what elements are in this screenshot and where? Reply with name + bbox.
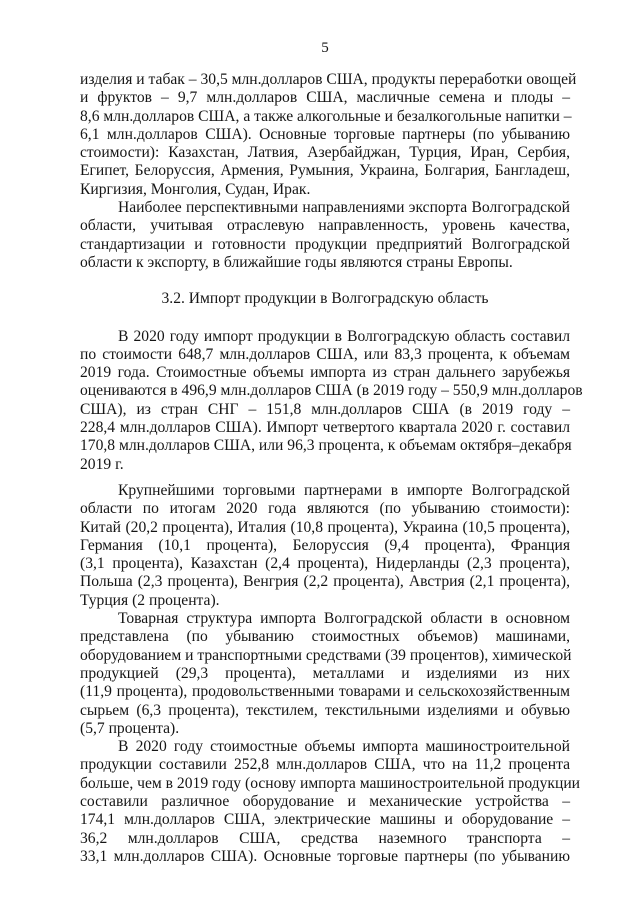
text-line: 8,6 млн.долларов США, а также алкогольные и безалкогольные напитки – xyxy=(80,107,572,125)
text-line: составили различное оборудование и механические устройства – xyxy=(80,792,570,810)
paragraph-import-structure xyxy=(80,610,570,738)
text-line: стоимости): Казахстан, Латвия, Азербайджан, Турция, Иран, Сербия, xyxy=(80,144,570,162)
text-line: и фруктов – 9,7 млн.долларов США, масличные семена и плоды – xyxy=(80,89,570,107)
text-line: Крупнейшими торговыми партнерами в импорте Волгоградской xyxy=(118,481,570,499)
text-line: Германия (10,1 процента), Белоруссия (9,4 процента), Франция xyxy=(80,536,570,554)
paragraph-import-partners xyxy=(80,482,570,610)
text-line: В 2020 году импорт продукции в Волгоградскую область составил xyxy=(118,327,570,345)
text-line: 2019 г. xyxy=(80,455,124,473)
text-line: Китай (20,2 процента), Италия (10,8 процента), Украина (10,5 процента), xyxy=(80,518,570,536)
text-line: 36,2 млн.долларов США, средства наземного транспорта – xyxy=(80,829,570,847)
text-line: по стоимости 648,7 млн.долларов США, или 83,3 процента, к объемам xyxy=(80,345,570,363)
text-line: 6,1 млн.долларов США). Основные торговые партнеры (по убыванию xyxy=(80,125,570,143)
text-line: Товарная структура импорта Волгоградской области в основном xyxy=(118,610,570,628)
text-line: области по итогам 2020 года являются (по убыванию стоимости): xyxy=(80,500,570,518)
text-line: продукции составили 252,8 млн.долларов США, что на 11,2 процента xyxy=(80,756,570,774)
paragraph-export-perspectives xyxy=(80,199,570,272)
text-line: 33,1 млн.долларов США). Основные торговые партнеры (по убыванию xyxy=(80,847,570,865)
paragraph-export-structure xyxy=(80,71,577,199)
text-line: больше, чем в 2019 году (основу импорта машиностроительной продукции xyxy=(80,774,581,792)
text-line: области к экспорту, в ближайшие годы являются страны Европы. xyxy=(80,253,513,271)
text-line: области, учитывая отраслевую направленность, уровень качества, xyxy=(80,217,570,235)
paragraph-gap xyxy=(80,474,570,482)
text-line: изделия и табак – 30,5 млн.долларов США, продукты переработки овощей xyxy=(80,71,577,88)
text-line: 170,8 млн.долларов США, или 96,3 процента, к объемам октября–декабря xyxy=(80,437,572,455)
text-line: оборудованием и транспортными средствами (39 процентов), химической xyxy=(80,646,572,664)
paragraph-machinery-import xyxy=(80,738,581,866)
text-line: (3,1 процента), Казахстан (2,4 процента), Нидерланды (2,3 процента), xyxy=(80,555,570,573)
document-body xyxy=(80,71,583,866)
text-line: Египет, Белоруссия, Армения, Румыния, Украина, Болгария, Бангладеш, xyxy=(80,162,570,180)
section-heading: 3.2. Импорт продукции в Волгоградскую область xyxy=(161,290,489,308)
text-line: представлена (по убыванию стоимостных объемов) машинами, xyxy=(80,628,570,646)
text-line: оцениваются в 496,9 млн.долларов США (в 2019 году – 550,9 млн.долларов xyxy=(80,382,583,400)
text-line: (5,7 процента). xyxy=(80,719,180,737)
paragraph-import-volume xyxy=(80,327,583,474)
text-line: 228,4 млн.долларов США). Импорт четвертого квартала 2020 г. составил xyxy=(80,419,570,437)
text-line: Наиболее перспективными направлениями экспорта Волгоградской xyxy=(118,199,570,217)
text-line: США), из стран СНГ – 151,8 млн.долларов США (в 2019 году – xyxy=(80,400,570,418)
text-line: сырьем (6,3 процента), текстилем, текстильными изделиями и обувью xyxy=(80,701,570,719)
text-line: стандартизации и готовности продукции предприятий Волгоградской xyxy=(80,235,570,253)
text-line: (11,9 процента), продовольственными товарами и сельскохозяйственным xyxy=(80,683,570,701)
page-number: 5 xyxy=(321,40,329,56)
text-line: В 2020 году стоимостные объемы импорта машиностроительной xyxy=(118,738,570,756)
text-line: Киргизия, Монголия, Судан, Ирак. xyxy=(80,180,311,198)
text-line: продукцией (29,3 процента), металлами и изделиями из них xyxy=(80,664,570,682)
text-line: 2019 года. Стоимостные объемы импорта из стран дальнего зарубежья xyxy=(80,364,570,382)
text-line: 174,1 млн.долларов США, электрические машины и оборудование – xyxy=(80,811,570,829)
text-line: Турция (2 процента). xyxy=(80,591,220,609)
text-line: Польша (2,3 процента), Венгрия (2,2 процента), Австрия (2,1 процента), xyxy=(80,573,570,591)
